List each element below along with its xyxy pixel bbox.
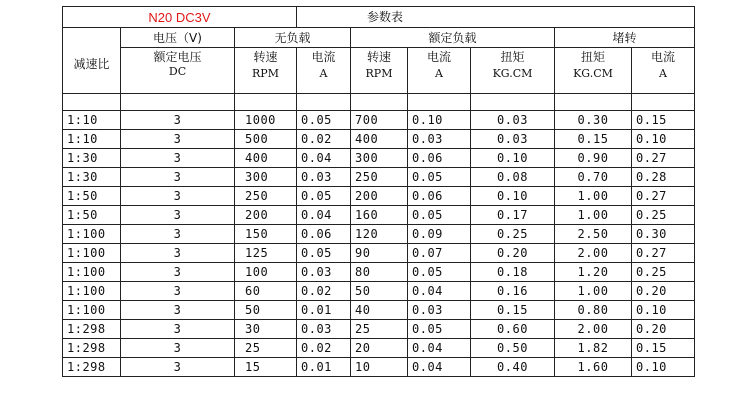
rated-load-current-cell: 0.05 (408, 206, 471, 225)
rated-load-rpm-cell: 20 (351, 339, 408, 358)
no-load-rpm-cell: 400 (235, 149, 297, 168)
no-load-current-cell: 0.06 (297, 225, 351, 244)
rated-load-rpm-cell: 400 (351, 130, 408, 149)
no-load-current-cell: 0.02 (297, 339, 351, 358)
rated-load-rpm-cell: 200 (351, 187, 408, 206)
no-load-rpm-cell: 25 (235, 339, 297, 358)
ratio-cell: 1:298 (63, 320, 121, 339)
rated-load-current-cell: 0.04 (408, 358, 471, 377)
rated-load-rpm-cell: 160 (351, 206, 408, 225)
dc-unit: DC (168, 65, 187, 78)
rated-load-rpm-cell: 250 (351, 168, 408, 187)
stall-current-cell: 0.25 (632, 263, 695, 282)
spacer-cell (408, 94, 471, 111)
model-cell (63, 7, 297, 28)
voltage-cell: 3 (121, 301, 235, 320)
ratio-cell: 1:100 (63, 225, 121, 244)
spacer-cell (63, 94, 121, 111)
stall-torque-cell: 0.30 (555, 111, 632, 130)
no-load-rpm-cell: 300 (235, 168, 297, 187)
stall-current-cell: 0.25 (632, 206, 695, 225)
rated-load-current-cell: 0.10 (408, 111, 471, 130)
rated-load-current-cell: 0.05 (408, 263, 471, 282)
ratio-cell: 1:30 (63, 168, 121, 187)
no-load-current-cell: 0.03 (297, 320, 351, 339)
table-row (63, 206, 695, 225)
model-label: N20 DC3V (148, 9, 211, 25)
table-row (63, 187, 695, 206)
stall-torque-cell: 1.60 (555, 358, 632, 377)
table-row (63, 358, 695, 377)
stall-current-cell: 0.20 (632, 320, 695, 339)
rated-voltage-label: 额定电压 (153, 50, 202, 64)
voltage-cell: 3 (121, 225, 235, 244)
ratio-cell: 1:298 (63, 339, 121, 358)
st-current-header (632, 48, 695, 94)
stall-header: 堵转 (555, 28, 695, 48)
no-load-current-cell: 0.04 (297, 149, 351, 168)
voltage-cell: 3 (121, 244, 235, 263)
table-row (63, 225, 695, 244)
stall-torque-cell: 0.15 (555, 130, 632, 149)
stall-torque-cell: 1.00 (555, 206, 632, 225)
stall-torque-cell: 1.20 (555, 263, 632, 282)
rl-speed-header (351, 48, 408, 94)
rated-load-rpm-cell: 10 (351, 358, 408, 377)
no-load-rpm-cell: 250 (235, 187, 297, 206)
voltage-cell: 3 (121, 168, 235, 187)
ratio-cell: 1:30 (63, 149, 121, 168)
rl-current-header (408, 48, 471, 94)
stall-torque-cell: 1.00 (555, 282, 632, 301)
rl-torque-label: 扭矩 (500, 50, 525, 64)
rl-kgcm-unit: KG.CM (492, 67, 533, 80)
no-load-rpm-cell: 150 (235, 225, 297, 244)
stall-torque-cell: 2.00 (555, 320, 632, 339)
data-rows (63, 111, 695, 377)
rated-load-rpm-cell: 120 (351, 225, 408, 244)
rated-load-rpm-cell: 300 (351, 149, 408, 168)
rated-load-current-cell: 0.04 (408, 282, 471, 301)
rated-load-current-cell: 0.03 (408, 301, 471, 320)
nl-current-label: 电流 (311, 50, 336, 64)
stall-torque-cell: 0.80 (555, 301, 632, 320)
rated-load-current-cell: 0.05 (408, 168, 471, 187)
rl-speed-label: 转速 (366, 50, 391, 64)
table-name: 参数表 (367, 10, 404, 24)
stall-current-cell: 0.28 (632, 168, 695, 187)
rated-load-current-cell: 0.03 (408, 130, 471, 149)
table-row (63, 111, 695, 130)
no-load-rpm-cell: 125 (235, 244, 297, 263)
stall-torque-cell: 1.82 (555, 339, 632, 358)
ratio-cell: 1:50 (63, 187, 121, 206)
stall-current-cell: 0.20 (632, 282, 695, 301)
no-load-current-cell: 0.05 (297, 187, 351, 206)
no-load-rpm-cell: 100 (235, 263, 297, 282)
parameter-table (62, 6, 695, 377)
ratio-cell: 1:10 (63, 130, 121, 149)
rl-torque-header (471, 48, 555, 94)
rated-load-torque-cell: 0.10 (471, 187, 555, 206)
stall-torque-cell: 1.00 (555, 187, 632, 206)
table-row (63, 282, 695, 301)
rl-amp-unit: A (435, 67, 443, 80)
rated-load-header: 额定负载 (351, 28, 555, 48)
parameter-sheet (62, 6, 694, 377)
no-load-rpm-cell: 200 (235, 206, 297, 225)
voltage-cell: 3 (121, 282, 235, 301)
stall-torque-cell: 0.70 (555, 168, 632, 187)
table-row (63, 320, 695, 339)
voltage-cell: 3 (121, 130, 235, 149)
nl-speed-label: 转速 (253, 50, 278, 64)
title-row (63, 7, 695, 28)
table-row (63, 149, 695, 168)
st-amp-unit: A (659, 67, 667, 80)
ratio-cell: 1:100 (63, 263, 121, 282)
st-torque-header (555, 48, 632, 94)
rated-load-current-cell: 0.09 (408, 225, 471, 244)
table-name-cell (297, 7, 695, 28)
st-current-label: 电流 (651, 50, 676, 64)
rated-load-torque-cell: 0.16 (471, 282, 555, 301)
voltage-cell: 3 (121, 111, 235, 130)
header-row-2 (63, 48, 695, 94)
rl-rpm-unit: RPM (365, 67, 393, 80)
no-load-rpm-cell: 60 (235, 282, 297, 301)
no-load-current-cell: 0.03 (297, 168, 351, 187)
table-row (63, 130, 695, 149)
nl-current-header (297, 48, 351, 94)
ratio-cell: 1:50 (63, 206, 121, 225)
rated-load-torque-cell: 0.03 (471, 111, 555, 130)
rated-load-rpm-cell: 700 (351, 111, 408, 130)
rated-load-torque-cell: 0.18 (471, 263, 555, 282)
no-load-current-cell: 0.01 (297, 358, 351, 377)
stall-torque-cell: 0.90 (555, 149, 632, 168)
voltage-cell: 3 (121, 320, 235, 339)
voltage-cell: 3 (121, 206, 235, 225)
no-load-current-cell: 0.02 (297, 282, 351, 301)
rl-current-label: 电流 (426, 50, 451, 64)
ratio-cell: 1:298 (63, 358, 121, 377)
rated-load-torque-cell: 0.60 (471, 320, 555, 339)
no-load-rpm-cell: 500 (235, 130, 297, 149)
table-row (63, 263, 695, 282)
stall-current-cell: 0.15 (632, 339, 695, 358)
rated-load-current-cell: 0.07 (408, 244, 471, 263)
spacer-cell (235, 94, 297, 111)
voltage-cell: 3 (121, 339, 235, 358)
rated-load-rpm-cell: 90 (351, 244, 408, 263)
rated-load-current-cell: 0.05 (408, 320, 471, 339)
spacer-cell (632, 94, 695, 111)
stall-current-cell: 0.30 (632, 225, 695, 244)
no-load-current-cell: 0.02 (297, 130, 351, 149)
stall-torque-cell: 2.50 (555, 225, 632, 244)
st-kgcm-unit: KG.CM (573, 67, 613, 80)
no-load-current-cell: 0.04 (297, 206, 351, 225)
stall-current-cell: 0.10 (632, 130, 695, 149)
rated-load-torque-cell: 0.25 (471, 225, 555, 244)
header-row-1 (63, 28, 695, 48)
stall-current-cell: 0.27 (632, 244, 695, 263)
voltage-cell: 3 (121, 263, 235, 282)
rated-load-rpm-cell: 80 (351, 263, 408, 282)
rated-load-torque-cell: 0.08 (471, 168, 555, 187)
table-row (63, 301, 695, 320)
voltage-cell: 3 (121, 187, 235, 206)
stall-current-cell: 0.10 (632, 358, 695, 377)
nl-amp-unit: A (319, 67, 328, 80)
no-load-rpm-cell: 50 (235, 301, 297, 320)
spacer-cell (121, 94, 235, 111)
rated-load-rpm-cell: 25 (351, 320, 408, 339)
rated-load-current-cell: 0.06 (408, 149, 471, 168)
table-row (63, 244, 695, 263)
ratio-header: 减速比 (63, 28, 121, 94)
rated-load-rpm-cell: 50 (351, 282, 408, 301)
nl-speed-header (235, 48, 297, 94)
no-load-current-cell: 0.05 (297, 111, 351, 130)
stall-current-cell: 0.27 (632, 149, 695, 168)
rated-load-torque-cell: 0.15 (471, 301, 555, 320)
rated-load-torque-cell: 0.17 (471, 206, 555, 225)
table-row (63, 339, 695, 358)
spacer-cell (471, 94, 555, 111)
no-load-rpm-cell: 1000 (235, 111, 297, 130)
rated-load-current-cell: 0.04 (408, 339, 471, 358)
rated-voltage-header (121, 48, 235, 94)
ratio-cell: 1:10 (63, 111, 121, 130)
rated-load-torque-cell: 0.10 (471, 149, 555, 168)
spacer-cell (555, 94, 632, 111)
nl-rpm-unit: RPM (252, 67, 279, 80)
no-load-current-cell: 0.01 (297, 301, 351, 320)
ratio-cell: 1:100 (63, 244, 121, 263)
rated-load-rpm-cell: 40 (351, 301, 408, 320)
no-load-rpm-cell: 30 (235, 320, 297, 339)
stall-current-cell: 0.27 (632, 187, 695, 206)
rated-load-torque-cell: 0.50 (471, 339, 555, 358)
voltage-header: 电压（V) (121, 28, 235, 48)
stall-current-cell: 0.15 (632, 111, 695, 130)
stall-current-cell: 0.10 (632, 301, 695, 320)
no-load-header: 无负载 (235, 28, 351, 48)
voltage-cell: 3 (121, 149, 235, 168)
spacer-cell (351, 94, 408, 111)
rated-load-torque-cell: 0.40 (471, 358, 555, 377)
rated-load-torque-cell: 0.20 (471, 244, 555, 263)
ratio-cell: 1:100 (63, 282, 121, 301)
table-row (63, 168, 695, 187)
st-torque-label: 扭矩 (580, 50, 605, 64)
rated-load-torque-cell: 0.03 (471, 130, 555, 149)
stall-torque-cell: 2.00 (555, 244, 632, 263)
no-load-current-cell: 0.03 (297, 263, 351, 282)
no-load-current-cell: 0.05 (297, 244, 351, 263)
voltage-cell: 3 (121, 358, 235, 377)
no-load-rpm-cell: 15 (235, 358, 297, 377)
ratio-cell: 1:100 (63, 301, 121, 320)
spacer-row (63, 94, 695, 111)
spacer-cell (297, 94, 351, 111)
rated-load-current-cell: 0.06 (408, 187, 471, 206)
